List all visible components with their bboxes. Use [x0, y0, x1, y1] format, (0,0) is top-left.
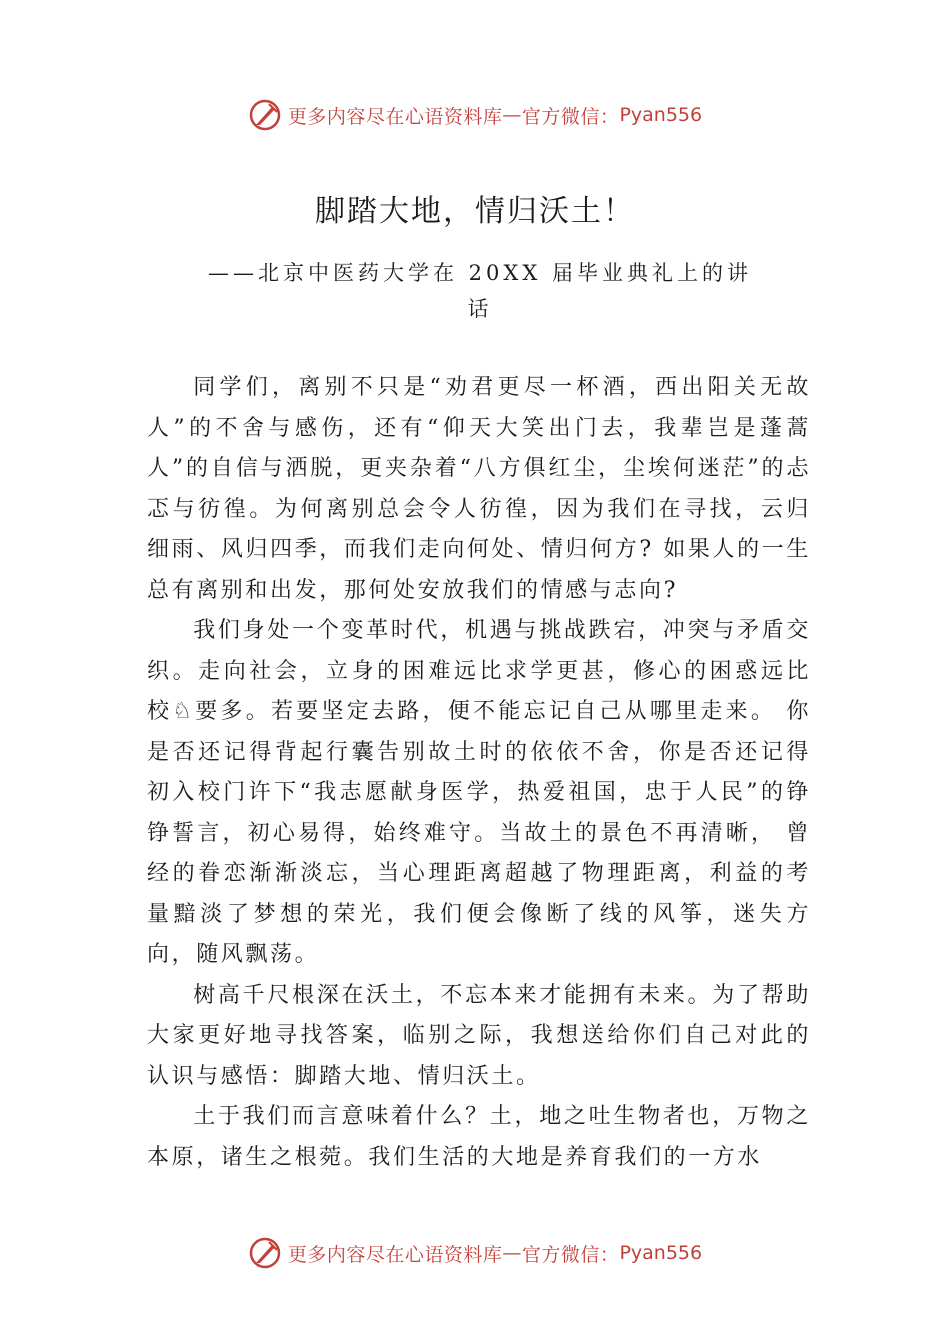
footer-banner: [0, 1233, 950, 1273]
quill-in-circle-icon: [248, 98, 282, 132]
banner-text: 更多内容尽在心语资料库: [287, 105, 503, 128]
banner-separator: —: [502, 104, 522, 126]
paragraph: 树高千尺根深在沃土，不忘本来才能拥有未来。为了帮助大家更好地寻找答案，临别之际，我想送给你们自己对此的认识与感悟：脚踏大地、情归沃土。: [147, 982, 811, 1089]
document-subtitle: ——北京中医药大学在 20XX 届毕业典礼上的讲话: [208, 261, 752, 321]
paragraph: 土于我们而言意味着什么？土，地之吐生物者也，万物之本原，诸生之根菀。我们生活的大地是养育我们的一方水: [147, 1104, 811, 1170]
banner-wechat-id: Pyan556: [619, 104, 703, 126]
document-body: [147, 368, 811, 1178]
paragraph: 我们身处一个变革时代，机遇与挑战跌宕，冲突与矛盾交织。走向社会，立身的困难远比求学更甚，修心的困惑远比校♘要多。若要坚定去路，便不能忘记自己从哪里走来。 你是否还记得背起行囊告别故土时的依依不舍，你是否还记得初入校门许下“我志愿献身医学，热爱祖国，忠于人民”的铮铮誓言，初心易得，始终难守。当故土的景色不再清晰， 曾经的眷恋渐渐淡忘，当心理距离超越了物理距离，利益的考量黯淡了梦想的荣光，我们便会像断了线的风筝，迷失方向，随风飘荡。: [147, 618, 811, 967]
quill-in-circle-icon: [248, 1236, 282, 1270]
banner-wechat-label: 官方微信：: [521, 1243, 620, 1266]
header-banner: [0, 95, 950, 135]
paragraph: 同学们，离别不只是“劝君更尽一杯酒，西出阳关无故人”的不舍与感伤，还有“仰天大笑出门去，我辈岂是蓬蒿人”的自信与洒脱，更夹杂着“八方俱红尘，尘埃何迷茫”的忐忑与彷徨。为何离别总会令人彷徨，因为我们在寻找，云归细雨、风归四季，而我们走向何处、情归何方? 如果人的一生总有离别和出发，那何处安放我们的情感与志向?: [147, 375, 811, 603]
banner-wechat-id: Pyan556: [619, 1242, 703, 1264]
document-title: 脚踏大地，情归沃土！: [315, 194, 635, 229]
banner-wechat-label: 官方微信：: [521, 105, 620, 128]
banner-text: 更多内容尽在心语资料库: [287, 1243, 503, 1266]
banner-separator: —: [502, 1242, 522, 1264]
